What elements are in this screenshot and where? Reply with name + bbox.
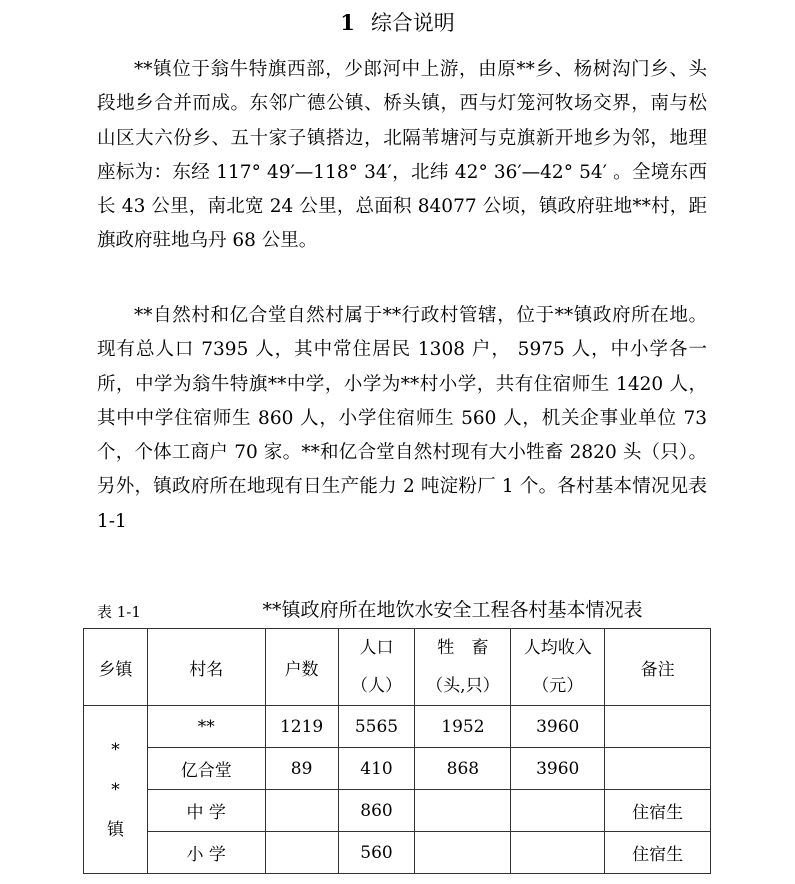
cell-income <box>511 790 605 832</box>
cell-livestock: 1952 <box>415 706 511 748</box>
section-title: 综合说明 <box>370 11 455 35</box>
cell-households: 89 <box>265 748 338 790</box>
village-info-table <box>83 628 711 874</box>
section-number: 1 <box>340 10 355 35</box>
cell-remarks: 住宿生 <box>605 832 711 874</box>
cell-population: 560 <box>338 832 415 874</box>
town-char: * <box>111 779 120 800</box>
header-households: 户数 <box>265 629 338 706</box>
paragraph-villages: **自然村和亿合堂自然村属于**行政村管辖，位于**镇政府所在地。现有总人口 7395 人，其中常住居民 1308 户， 5975 人，中小学各一所，中学为翁牛特旗**中学，小学为**村小学，共有住宿师生 1420 人，其中中学住宿师生 860 人，小学住宿师生 560 人，机关企事业单位 73 个，个体工商户 70 家。**和亿合堂自然村现有大小牲畜 2820 头（只）。另外，镇政府所在地现有日生产能力 2 吨淀粉厂 1 个。各村基本情况见表 1-1 <box>97 305 707 532</box>
cell-population: 410 <box>338 748 415 790</box>
header-livestock-line2: （头,只） <box>426 676 500 696</box>
town-cell <box>84 706 148 874</box>
cell-remarks: 住宿生 <box>605 790 711 832</box>
header-population-line1: 人口 <box>359 638 394 658</box>
cell-livestock <box>415 790 511 832</box>
header-livestock <box>415 629 511 706</box>
cell-remarks <box>605 706 711 748</box>
header-income-line2: （元） <box>532 676 584 696</box>
cell-livestock <box>415 832 511 874</box>
cell-village: 小 学 <box>147 832 265 874</box>
paragraph-overview: **镇位于翁牛特旗西部，少郎河中上游，由原**乡、杨树沟门乡、头段地乡合并而成。东邻广德公镇、桥头镇，西与灯笼河牧场交界，南与松山区大六份乡、五十家子镇搭边，北隔苇塘河与克旗新开地乡为邻，地理座标为：东经 117° 49′—118° 34′，北纬 42° 36′—42° 54′ 。全境东西长 43 公里，南北宽 24 公里，总面积 84077 公顷，镇政府驻地**村，距旗政府驻地乌丹 68 公里。 <box>97 59 707 252</box>
table-row <box>84 706 711 748</box>
header-livestock-line1: 牲 畜 <box>437 638 489 658</box>
cell-households <box>265 832 338 874</box>
table-row <box>84 748 711 790</box>
cell-population: 5565 <box>338 706 415 748</box>
header-income <box>511 629 605 706</box>
cell-income: 3960 <box>511 748 605 790</box>
cell-remarks <box>605 748 711 790</box>
cell-population: 860 <box>338 790 415 832</box>
table-number: 表 1-1 <box>97 603 141 621</box>
header-village: 村名 <box>147 629 265 706</box>
cell-village: 亿合堂 <box>147 748 265 790</box>
cell-households: 1219 <box>265 706 338 748</box>
table-row <box>84 790 711 832</box>
cell-households <box>265 790 338 832</box>
cell-village: ** <box>147 706 265 748</box>
header-remarks: 备注 <box>605 629 711 706</box>
cell-income: 3960 <box>511 706 605 748</box>
table-row <box>84 832 711 874</box>
header-population-line2: （人） <box>350 676 402 696</box>
town-char: 镇 <box>106 819 124 840</box>
table-title: **镇政府所在地饮水安全工程各村基本情况表 <box>262 599 643 621</box>
header-town: 乡镇 <box>84 629 148 706</box>
cell-livestock: 868 <box>415 748 511 790</box>
cell-village: 中 学 <box>147 790 265 832</box>
table-header-row <box>84 629 711 706</box>
town-char: * <box>111 739 120 760</box>
section-heading <box>0 8 795 38</box>
header-income-line1: 人均收入 <box>523 638 592 658</box>
header-population <box>338 629 415 706</box>
cell-income <box>511 832 605 874</box>
